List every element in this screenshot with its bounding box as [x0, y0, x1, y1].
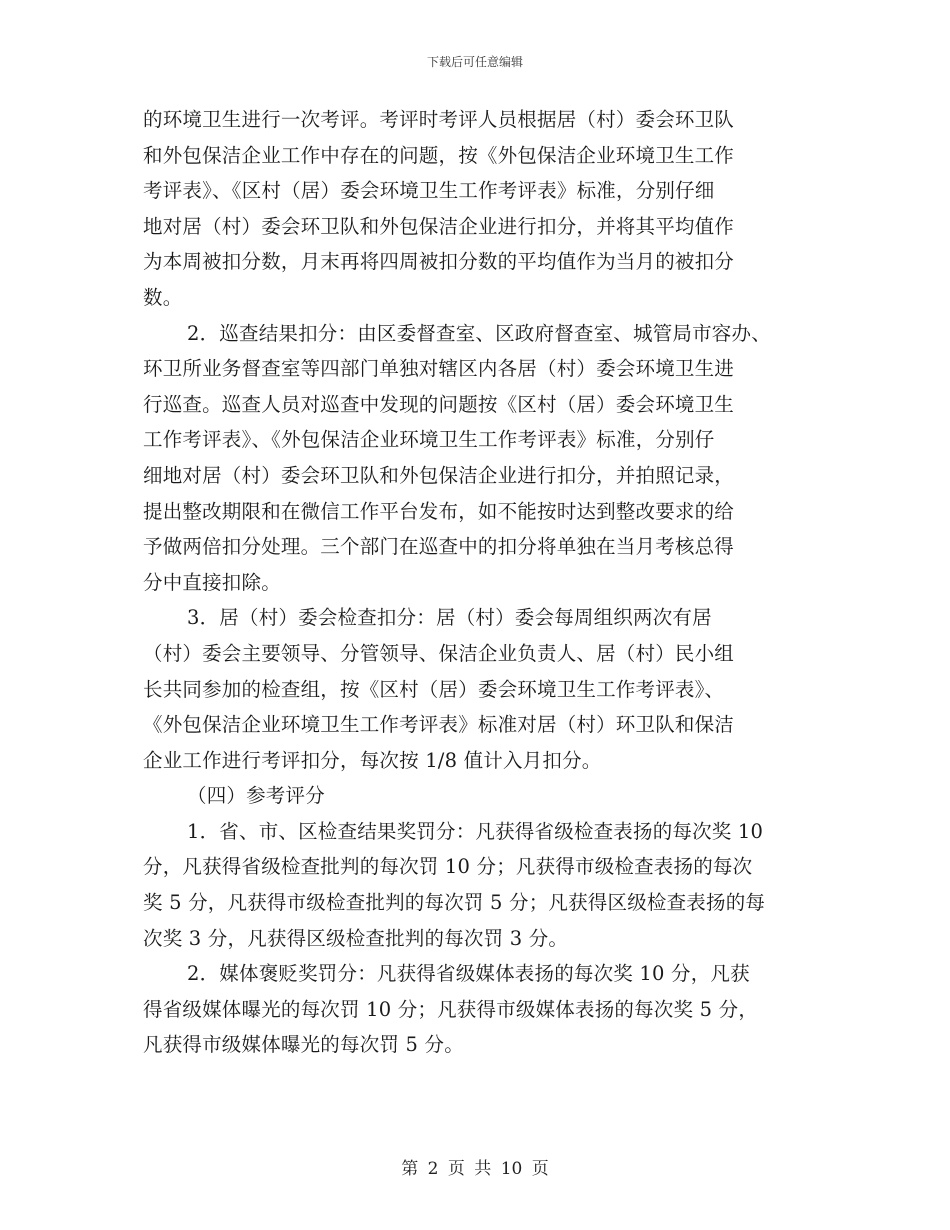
- text-line: 和外包保洁企业工作中存在的问题，按《外包保洁企业环境卫生工作: [143, 143, 735, 167]
- text-line: 1．省、市、区检查结果奖罚分：凡获得省级检查表扬的每次奖 10: [187, 819, 764, 843]
- text-line: 工作考评表》、《外包保洁企业环境卫生工作考评表》标准，分别仔: [143, 428, 715, 452]
- page-number-footer: 第 2 页 共 10 页: [401, 1159, 549, 1179]
- text-line: 分，凡获得省级检查批判的每次罚 10 分；凡获得市级检查表扬的每次: [143, 855, 753, 879]
- text-line: 考评表》、《区村（居）委会环境卫生工作考评表》标准，分别仔细: [143, 179, 715, 203]
- text-line: 地对居（村）委会环卫队和外包保洁企业进行扣分，并将其平均值作: [143, 214, 735, 238]
- text-line: 提出整改期限和在微信工作平台发布，如不能按时达到整改要求的给: [143, 499, 735, 523]
- text-line: 环卫所业务督查室等四部门单独对辖区内各居（村）委会环境卫生进: [143, 357, 735, 381]
- text-line: 凡获得市级媒体曝光的每次罚 5 分。: [143, 1033, 464, 1057]
- text-line: 行巡查。巡查人员对巡查中发现的问题按《区村（居）委会环境卫生: [143, 392, 735, 416]
- text-line: 《外包保洁企业环境卫生工作考评表》标准对居（村）环卫队和保洁: [143, 713, 735, 737]
- text-line: 的环境卫生进行一次考评。考评时考评人员根据居（村）委会环卫队: [143, 108, 735, 131]
- text-line: 奖 5 分，凡获得市级检查批判的每次罚 5 分；凡获得区级检查表扬的每: [143, 891, 766, 915]
- text-line: 得省级媒体曝光的每次罚 10 分；凡获得市级媒体表扬的每次奖 5 分，: [143, 997, 759, 1021]
- text-line: 数。: [143, 285, 183, 309]
- text-line: 企业工作进行考评扣分，每次按 1/8 值计入月扣分。: [143, 748, 602, 772]
- header-note: 下载后可任意编辑: [426, 55, 523, 69]
- text-line: 次奖 3 分，凡获得区级检查批判的每次罚 3 分。: [143, 926, 569, 950]
- text-line: 分中直接扣除。: [143, 570, 281, 594]
- text-line: （四）参考评分: [187, 784, 325, 808]
- text-line: （村）委会主要领导、分管领导、保洁企业负责人、居（村）民小组: [143, 641, 735, 665]
- text-line: 细地对居（村）委会环卫队和外包保洁企业进行扣分，并拍照记录，: [143, 463, 735, 487]
- text-line: 2．媒体褒贬奖罚分：凡获得省级媒体表扬的每次奖 10 分，凡获: [187, 962, 750, 986]
- text-line: 长共同参加的检查组，按《区村（居）委会环境卫生工作考评表》、: [143, 677, 725, 701]
- text-line: 2．巡查结果扣分：由区委督查室、区政府督查室、城管局市容办、: [187, 321, 771, 345]
- text-line: 3．居（村）委会检查扣分：居（村）委会每周组织两次有居: [187, 606, 712, 630]
- text-line: 予做两倍扣分处理。三个部门在巡查中的扣分将单独在当月考核总得: [143, 535, 735, 559]
- text-line: 为本周被扣分数，月末再将四周被扣分数的平均值作为当月的被扣分: [143, 250, 735, 274]
- document-body: [143, 102, 815, 1063]
